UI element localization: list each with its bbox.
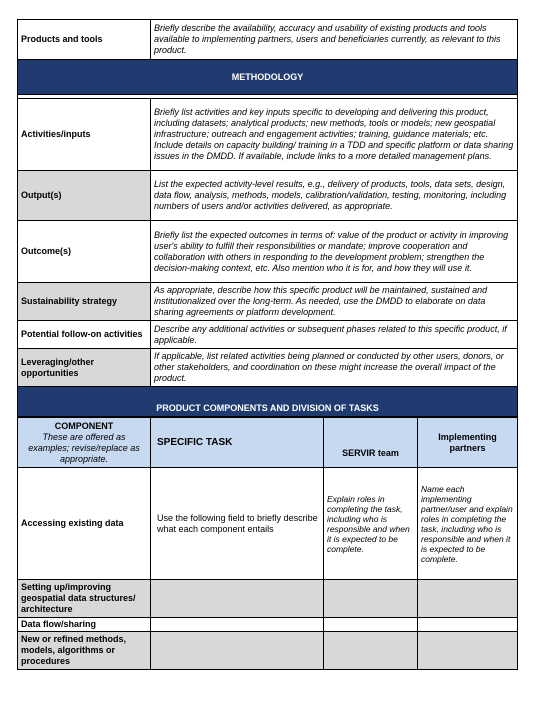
component-note: These are offered as examples; revise/replace as appropriate. [28, 431, 140, 464]
task-cell [151, 618, 324, 632]
methodology-header: METHODOLOGY [18, 60, 518, 95]
row-label: Activities/inputs [18, 99, 151, 171]
row-label: Leveraging/other opportunities [18, 349, 151, 387]
header-row [18, 418, 518, 468]
methodology-table [17, 19, 518, 417]
document-page [17, 19, 517, 670]
partners-cell [418, 580, 518, 618]
table-row [18, 632, 518, 670]
servir-cell: Explain roles in completing the task, including who is responsible and when it is expected to be complete. [324, 468, 418, 580]
table-row [18, 468, 518, 580]
col-implementing-partners: Implementing partners [418, 418, 518, 468]
row-label: Outcome(s) [18, 221, 151, 283]
row-label: Data flow/sharing [18, 618, 151, 632]
table-row [18, 283, 518, 321]
task-cell: Use the following field to briefly describe what each component entails [151, 468, 324, 580]
servir-cell [324, 580, 418, 618]
row-description: Briefly list activities and key inputs specific to developing and delivering this product, including datasets; analytical products; new methods, tools or models; new geospatial infrastructure; outreach and engagement activities; training, guidance materials; etc. Include details on capacity building/ training in a TDD and specific platform or data sharing issues in the DMDD. If available, include links to a more detailed management plans. [151, 99, 518, 171]
partners-cell [418, 632, 518, 670]
row-label: Products and tools [18, 20, 151, 60]
partners-cell: Name each implementing partner/user and explain roles in completing the task, including who is responsible and when it is expected to be complete. [418, 468, 518, 580]
component-title: COMPONENT [54, 420, 114, 431]
col-servir-team: SERVIR team [324, 418, 418, 468]
table-row [18, 99, 518, 171]
components-table [17, 417, 518, 670]
row-description: If applicable, list related activities being planned or conducted by other users, donors, or other stakeholders, and coordination on these might increase the overall impact of the product. [151, 349, 518, 387]
col-specific-task: SPECIFIC TASK [151, 418, 324, 468]
partners-cell [418, 618, 518, 632]
servir-cell [324, 632, 418, 670]
task-cell [151, 632, 324, 670]
row-label: Output(s) [18, 171, 151, 221]
table-row [18, 20, 518, 60]
table-row [18, 580, 518, 618]
row-description: Briefly describe the availability, accuracy and usability of existing products and tools available to implementing partners, users and beneficiaries currently, as relevant to this product. [151, 20, 518, 60]
table-row [18, 221, 518, 283]
table-row [18, 171, 518, 221]
components-header: PRODUCT COMPONENTS AND DIVISION OF TASKS [18, 387, 518, 417]
row-label: Setting up/improving geospatial data structures/ architecture [18, 580, 151, 618]
table-row [18, 349, 518, 387]
col-component [18, 418, 151, 468]
table-row [18, 321, 518, 349]
table-row [18, 618, 518, 632]
row-description: As appropriate, describe how this specific product will be maintained, sustained and institutionalized over the long-term. As needed, use the DMDD to elaborate on data sharing agreements or platform development. [151, 283, 518, 321]
servir-cell [324, 618, 418, 632]
task-cell [151, 580, 324, 618]
row-label: Accessing existing data [18, 468, 151, 580]
row-label: Potential follow-on activities [18, 321, 151, 349]
row-description: List the expected activity-level results, e.g., delivery of products, tools, data sets, design, data flow, analysis, methods, models, calibration/validation, testing, monitoring, including numbers of users and/or activities delivered, as appropriate. [151, 171, 518, 221]
row-label: Sustainability strategy [18, 283, 151, 321]
row-description: Describe any additional activities or subsequent phases related to this specific product, if applicable. [151, 321, 518, 349]
row-description: Briefly list the expected outcomes in terms of: value of the product or activity in improving user's ability to fulfill their responsibilities or mandate; improve cooperation and collaboration with others in responding to the development problem; strengthen the decision-making context, etc. Also mention who it is for, and how they will use it. [151, 221, 518, 283]
row-label: New or refined methods, models, algorithms or procedures [18, 632, 151, 670]
